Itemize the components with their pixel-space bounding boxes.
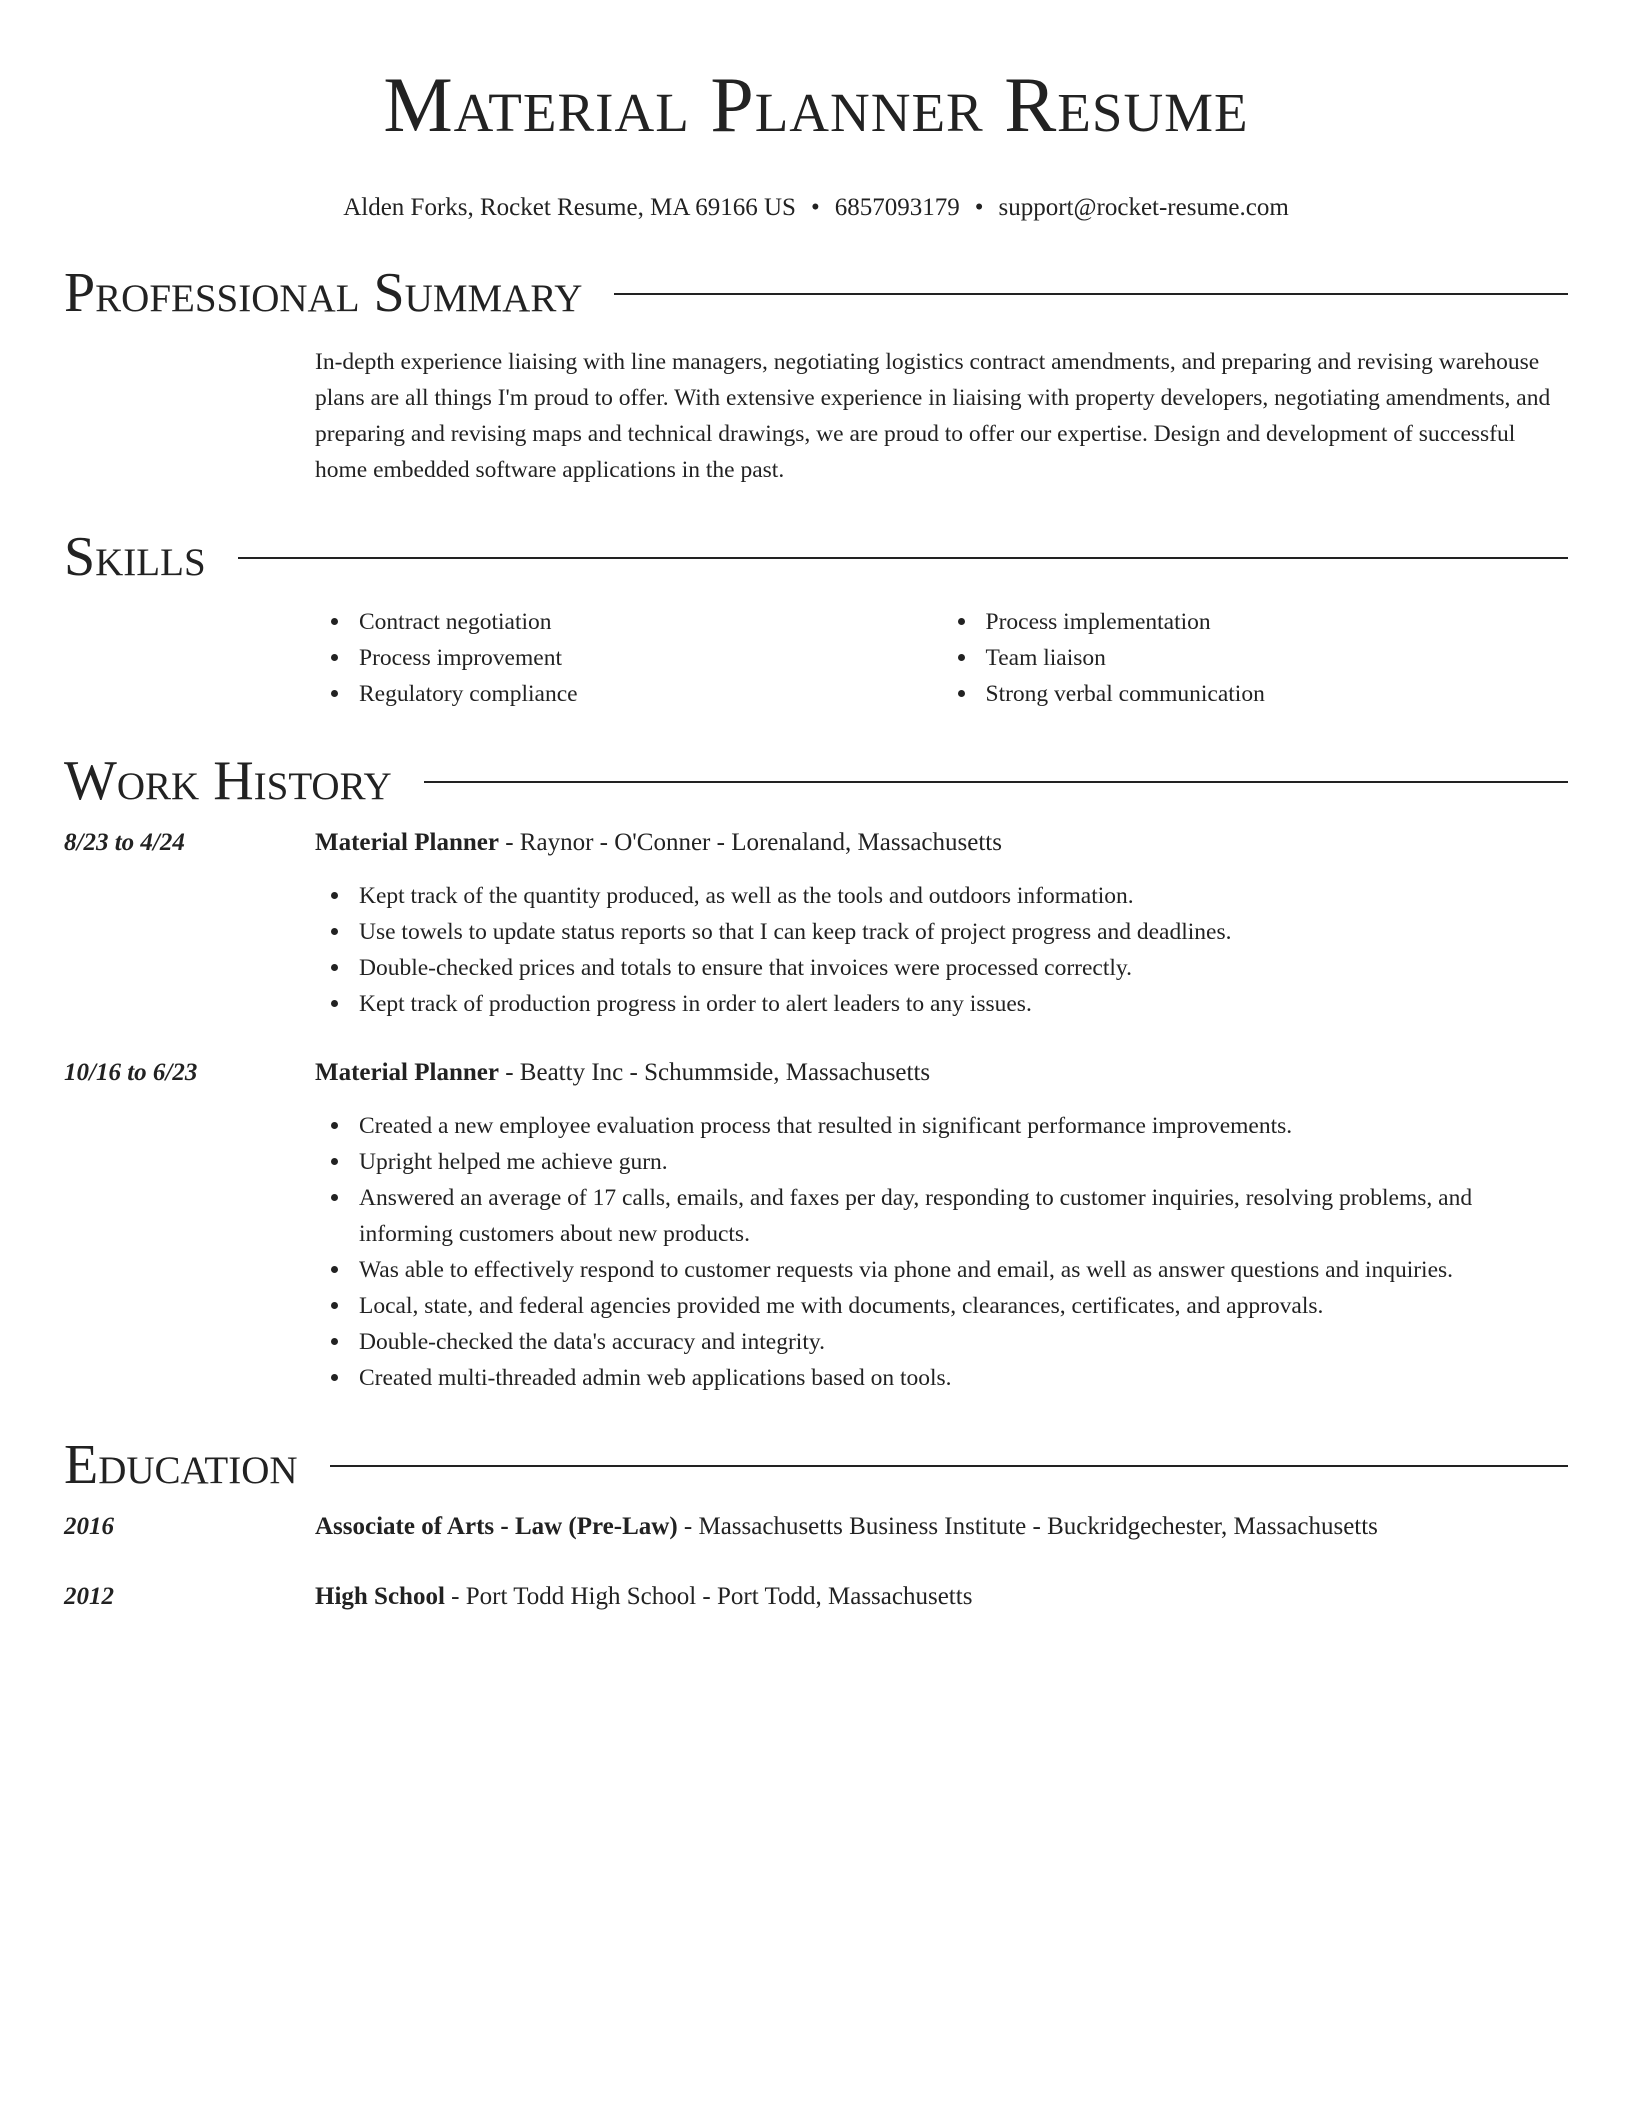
job-bullet: Upright helped me achieve gurn.: [359, 1144, 1568, 1180]
contact-separator: •: [810, 194, 820, 221]
skill-item: Team liaison: [986, 640, 1569, 676]
work-header: [64, 750, 1568, 812]
job-details: - Beatty Inc - Schummside, Massachusetts: [498, 1059, 931, 1086]
education-entry: [64, 1580, 1568, 1614]
summary-header: [64, 262, 1568, 324]
job-title: Material Planner: [315, 829, 499, 856]
job-bullet-list: [315, 1108, 1568, 1396]
job-header-row: [64, 1056, 1568, 1090]
education-year: 2016: [64, 1513, 114, 1540]
summary-section: [64, 262, 1568, 488]
education-degree: Associate of Arts - Law (Pre-Law): [315, 1513, 678, 1540]
job-bullet: Created a new employee evaluation process that resulted in significant performance improvements.: [359, 1108, 1568, 1144]
skills-heading: Skills: [64, 526, 206, 588]
work-heading: Work History: [64, 750, 392, 812]
skill-item: Contract negotiation: [359, 604, 942, 640]
job-heading: [315, 826, 1002, 860]
contact-address: Alden Forks, Rocket Resume, MA 69166 US: [343, 194, 796, 221]
education-row: [64, 1510, 1568, 1544]
education-degree: High School: [315, 1583, 445, 1610]
job-bullets: [315, 878, 1568, 1022]
education-header: [64, 1434, 1568, 1496]
section-divider: [424, 781, 1568, 783]
job-heading: [315, 1056, 930, 1090]
job-bullet: Local, state, and federal agencies provided me with documents, clearances, certificates, and approvals.: [359, 1288, 1568, 1324]
skills-list-left: [315, 604, 942, 712]
skill-item: Strong verbal communication: [986, 676, 1569, 712]
summary-text: In-depth experience liaising with line managers, negotiating logistics contract amendments, and preparing and revising warehouse plans are all things I'm proud to offer. With extensive experience in liaising with property developers, negotiating amendments, and preparing and revising maps and technical drawings, we are proud to offer our expertise. Design and development of successful home embedded software applications in the past.: [315, 349, 1551, 483]
summary-heading: Professional Summary: [64, 262, 583, 324]
job-bullet: Double-checked prices and totals to ensure that invoices were processed correctly.: [359, 950, 1568, 986]
work-section: [64, 750, 1568, 1396]
job-details: - Raynor - O'Conner - Lorenaland, Massachusetts: [498, 829, 1002, 856]
job-bullet: Use towels to update status reports so that I can keep track of project progress and deadlines.: [359, 914, 1568, 950]
skill-item: Regulatory compliance: [359, 676, 942, 712]
resume-title: Material Planner Resume: [383, 61, 1249, 148]
contact-line: [64, 192, 1568, 224]
job-header-row: [64, 826, 1568, 860]
skill-item: Process improvement: [359, 640, 942, 676]
section-divider: [614, 293, 1568, 295]
job-dates: 8/23 to 4/24: [64, 829, 185, 856]
contact-phone: 6857093179: [834, 194, 960, 221]
skill-item: Process implementation: [986, 604, 1569, 640]
section-divider: [238, 557, 1568, 559]
education-year: 2012: [64, 1583, 114, 1610]
skills-grid: [315, 604, 1568, 712]
job-bullet: Created multi-threaded admin web applications based on tools.: [359, 1360, 1568, 1396]
job-bullet: Was able to effectively respond to customer requests via phone and email, as well as answer questions and inquiries.: [359, 1252, 1568, 1288]
education-heading-line: [315, 1580, 972, 1614]
education-details: - Massachusetts Business Institute - Buckridgechester, Massachusetts: [677, 1513, 1378, 1540]
education-heading-line: [315, 1510, 1378, 1544]
job-bullet: Double-checked the data's accuracy and integrity.: [359, 1324, 1568, 1360]
job-bullet: Kept track of the quantity produced, as well as the tools and outdoors information.: [359, 878, 1568, 914]
skills-list-right: [942, 604, 1569, 712]
job-title: Material Planner: [315, 1059, 499, 1086]
job-bullet: Answered an average of 17 calls, emails, and faxes per day, responding to customer inquiries, resolving problems, and informing customers about new products.: [359, 1180, 1568, 1252]
job-bullet: Kept track of production progress in order to alert leaders to any issues.: [359, 986, 1568, 1022]
education-details: - Port Todd High School - Port Todd, Massachusetts: [444, 1583, 973, 1610]
contact-separator: •: [974, 194, 984, 221]
education-entry: [64, 1510, 1568, 1544]
job-entry: [64, 1056, 1568, 1396]
education-heading: Education: [64, 1434, 298, 1496]
section-divider: [330, 1465, 1568, 1467]
skills-section: [64, 526, 1568, 712]
job-bullet-list: [315, 878, 1568, 1022]
education-section: [64, 1434, 1568, 1614]
skills-header: [64, 526, 1568, 588]
job-dates: 10/16 to 6/23: [64, 1059, 198, 1086]
education-row: [64, 1580, 1568, 1614]
contact-email: support@rocket-resume.com: [998, 194, 1289, 221]
job-entry: [64, 826, 1568, 1022]
job-bullets: [315, 1108, 1568, 1396]
